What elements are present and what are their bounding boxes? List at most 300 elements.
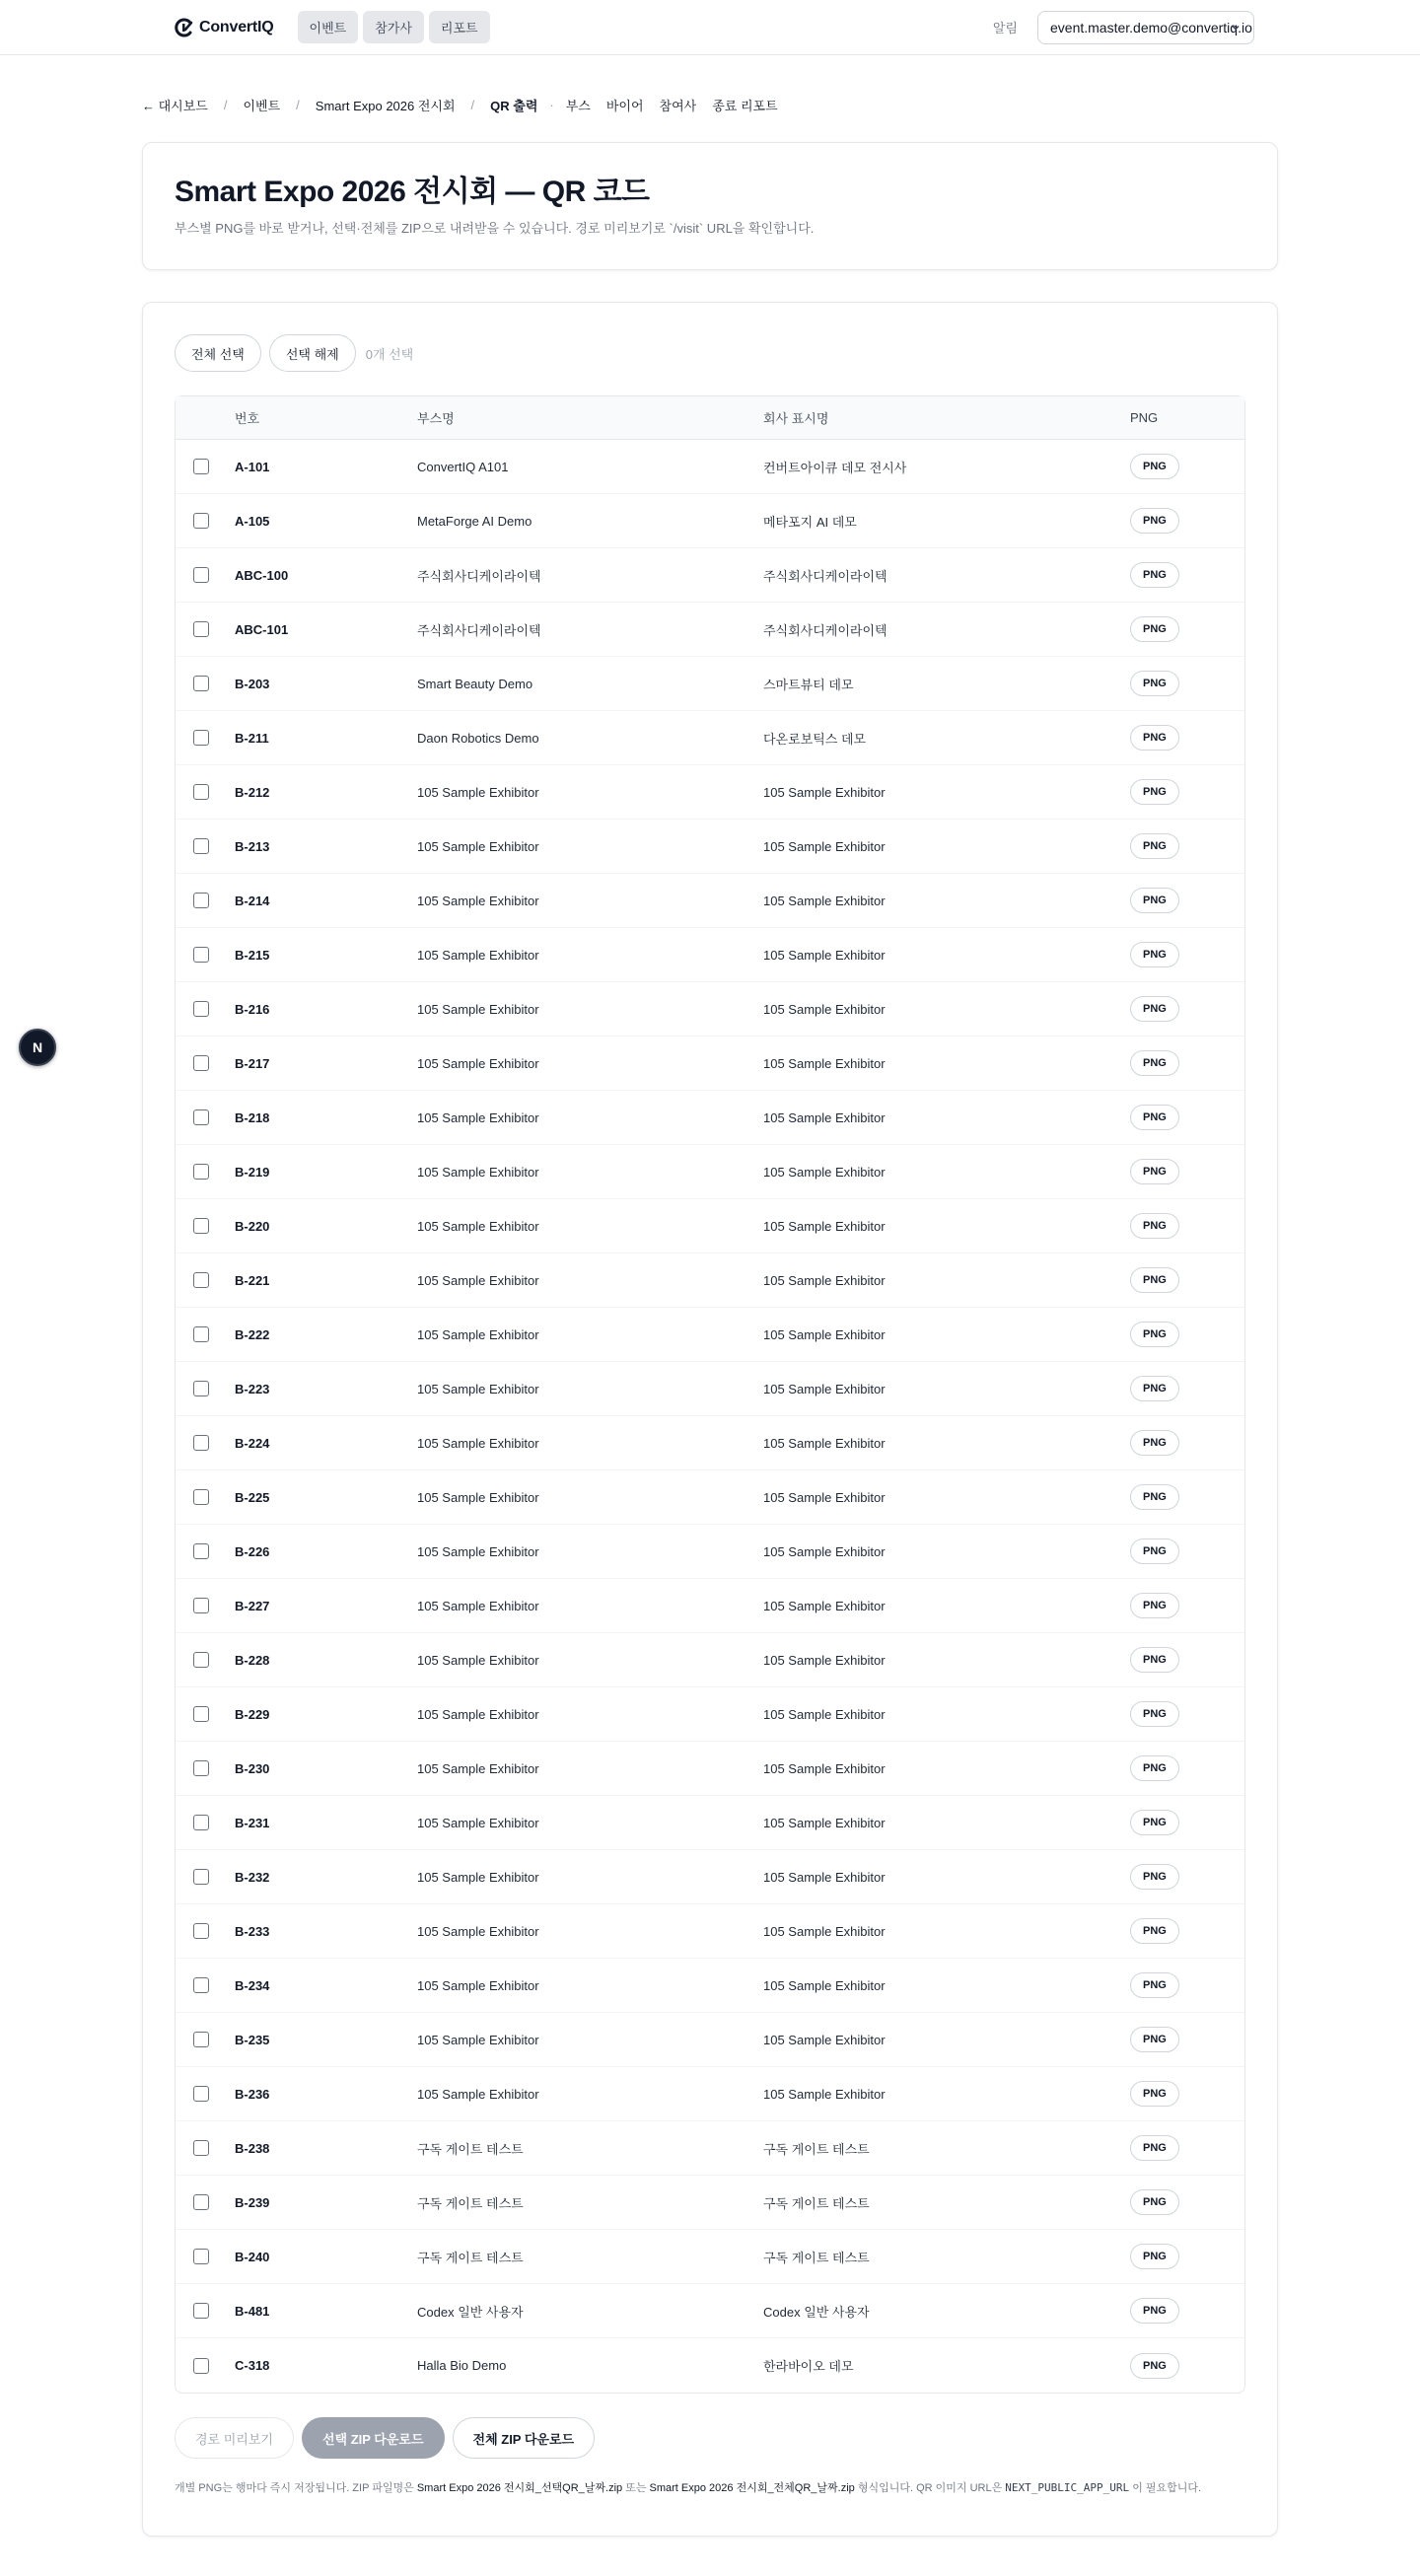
png-cell — [1130, 1959, 1244, 2013]
png-download-button[interactable]: PNG — [1130, 454, 1179, 479]
booth-number: B-216 — [235, 982, 417, 1037]
booth-name: 105 Sample Exhibitor — [417, 1253, 763, 1308]
chevron-down-icon — [1230, 22, 1242, 34]
row-checkbox[interactable] — [193, 2303, 209, 2319]
row-checkbox-cell — [176, 440, 235, 494]
row-checkbox[interactable] — [193, 1760, 209, 1776]
booth-number: B-229 — [235, 1687, 417, 1742]
row-checkbox[interactable] — [193, 513, 209, 529]
subnav-final-report[interactable]: 종료 리포트 — [712, 98, 778, 113]
booth-number: B-226 — [235, 1525, 417, 1579]
booth-name: 105 Sample Exhibitor — [417, 982, 763, 1037]
row-checkbox[interactable] — [193, 1652, 209, 1668]
company-name: 105 Sample Exhibitor — [763, 1959, 1130, 2013]
png-download-button[interactable]: PNG — [1130, 616, 1179, 642]
table-row — [176, 657, 1244, 711]
page-title: Smart Expo 2026 전시회 — QR 코드 — [175, 176, 650, 208]
table-row — [176, 1308, 1244, 1362]
row-checkbox-cell — [176, 1742, 235, 1796]
booth-name: ConvertIQ A101 — [417, 440, 763, 494]
booth-name: 105 Sample Exhibitor — [417, 1850, 763, 1904]
row-checkbox[interactable] — [193, 1326, 209, 1342]
row-checkbox-cell — [176, 874, 235, 928]
png-cell — [1130, 1470, 1244, 1525]
subnav-participants[interactable]: 참여사 — [659, 98, 697, 113]
footnote-text: 또는 — [622, 2482, 650, 2494]
png-download-button[interactable]: PNG — [1130, 562, 1179, 588]
png-cell — [1130, 1308, 1244, 1362]
booth-name: 구독 게이트 테스트 — [417, 2121, 763, 2176]
breadcrumb-back-dashboard[interactable]: ← 대시보드 — [142, 98, 208, 113]
booth-number: A-101 — [235, 440, 417, 494]
row-checkbox[interactable] — [193, 2358, 209, 2374]
png-cell — [1130, 1687, 1244, 1742]
booth-number: B-234 — [235, 1959, 417, 2013]
png-download-button[interactable]: PNG — [1130, 996, 1179, 1022]
table-row — [176, 1633, 1244, 1687]
booth-number: B-220 — [235, 1199, 417, 1253]
png-cell — [1130, 2176, 1244, 2230]
booth-name: Codex 일반 사용자 — [417, 2284, 763, 2338]
row-checkbox[interactable] — [193, 1055, 209, 1071]
header-number: 번호 — [235, 396, 417, 440]
company-name: 105 Sample Exhibitor — [763, 1525, 1130, 1579]
png-download-button[interactable]: PNG — [1130, 2189, 1179, 2215]
row-checkbox[interactable] — [193, 2194, 209, 2210]
row-checkbox[interactable] — [193, 1381, 209, 1396]
png-download-button[interactable]: PNG — [1130, 2135, 1179, 2161]
nextjs-dev-indicator-button[interactable]: N — [19, 1029, 56, 1066]
footnote-filename-selected: Smart Expo 2026 전시회_선택QR_날짜.zip — [416, 2482, 623, 2494]
png-download-button[interactable]: PNG — [1130, 1050, 1179, 1076]
booth-name: 주식회사디케이라이텍 — [417, 548, 763, 603]
company-name: 105 Sample Exhibitor — [763, 765, 1130, 820]
booth-number: B-238 — [235, 2121, 417, 2176]
company-name: 105 Sample Exhibitor — [763, 2067, 1130, 2121]
row-checkbox[interactable] — [193, 2140, 209, 2156]
png-download-button[interactable]: PNG — [1130, 1322, 1179, 1347]
table-row — [176, 548, 1244, 603]
png-download-button[interactable]: PNG — [1130, 1213, 1179, 1239]
table-row — [176, 2121, 1244, 2176]
company-name: 105 Sample Exhibitor — [763, 982, 1130, 1037]
booth-number: ABC-101 — [235, 603, 417, 657]
row-checkbox-cell — [176, 711, 235, 765]
company-name: 105 Sample Exhibitor — [763, 1308, 1130, 1362]
row-checkbox-cell — [176, 1199, 235, 1253]
png-cell — [1130, 657, 1244, 711]
png-download-button[interactable]: PNG — [1130, 2081, 1179, 2107]
breadcrumb-dot: · — [549, 97, 554, 112]
row-checkbox-cell — [176, 1850, 235, 1904]
booth-number: B-203 — [235, 657, 417, 711]
booth-name: 105 Sample Exhibitor — [417, 820, 763, 874]
company-name: 105 Sample Exhibitor — [763, 1904, 1130, 1959]
booth-name: 105 Sample Exhibitor — [417, 1091, 763, 1145]
zip-selected-button[interactable]: 선택 ZIP 다운로드 — [302, 2417, 445, 2459]
row-checkbox-cell — [176, 1470, 235, 1525]
header-checkbox-col — [176, 396, 235, 440]
booth-number: B-235 — [235, 2013, 417, 2067]
booth-number: B-239 — [235, 2176, 417, 2230]
table-row — [176, 711, 1244, 765]
row-checkbox-cell — [176, 1308, 235, 1362]
table-row — [176, 1959, 1244, 2013]
booth-number: B-236 — [235, 2067, 417, 2121]
booth-number: A-105 — [235, 494, 417, 548]
booth-number: B-240 — [235, 2230, 417, 2284]
booth-number: B-230 — [235, 1742, 417, 1796]
booth-name: Smart Beauty Demo — [417, 657, 763, 711]
table-row — [176, 2284, 1244, 2338]
header-booth-name: 부스명 — [417, 396, 763, 440]
png-download-button[interactable]: PNG — [1130, 508, 1179, 534]
row-checkbox[interactable] — [193, 947, 209, 963]
booth-name: 105 Sample Exhibitor — [417, 1633, 763, 1687]
booth-name: 105 Sample Exhibitor — [417, 1904, 763, 1959]
nav-item-exhibitors[interactable]: 참가사 — [363, 11, 424, 43]
png-cell — [1130, 1199, 1244, 1253]
png-download-button[interactable]: PNG — [1130, 1647, 1179, 1673]
png-download-button[interactable]: PNG — [1130, 2027, 1179, 2052]
booth-name: 105 Sample Exhibitor — [417, 2067, 763, 2121]
row-checkbox-cell — [176, 2176, 235, 2230]
account-dropdown[interactable] — [1037, 11, 1254, 44]
alerts-link[interactable]: 알림 — [992, 21, 1018, 36]
row-checkbox[interactable] — [193, 1815, 209, 1830]
png-cell — [1130, 1037, 1244, 1091]
table-row — [176, 1742, 1244, 1796]
row-checkbox-cell — [176, 982, 235, 1037]
png-download-button[interactable]: PNG — [1130, 1864, 1179, 1890]
row-checkbox-cell — [176, 1362, 235, 1416]
booth-number: ABC-100 — [235, 548, 417, 603]
company-name: 주식회사디케이라이텍 — [763, 603, 1130, 657]
table-row — [176, 2338, 1244, 2393]
booth-number: B-211 — [235, 711, 417, 765]
png-cell — [1130, 1416, 1244, 1470]
png-cell — [1130, 765, 1244, 820]
booth-number: B-227 — [235, 1579, 417, 1633]
booth-name: Daon Robotics Demo — [417, 711, 763, 765]
booth-name: 105 Sample Exhibitor — [417, 1579, 763, 1633]
booth-number: B-217 — [235, 1037, 417, 1091]
png-download-button[interactable]: PNG — [1130, 2244, 1179, 2269]
company-name: 105 Sample Exhibitor — [763, 1145, 1130, 1199]
table-row — [176, 1850, 1244, 1904]
subnav-buyers[interactable]: 바이어 — [605, 98, 644, 113]
table-row — [176, 494, 1244, 548]
footnote-text: 형식입니다. QR 이미지 URL은 — [854, 2482, 1006, 2494]
row-checkbox-cell — [176, 2121, 235, 2176]
png-download-button[interactable]: PNG — [1130, 1972, 1179, 1998]
booth-name: 105 Sample Exhibitor — [417, 1525, 763, 1579]
page-bottom-spacer — [0, 2537, 1420, 2576]
company-name: 105 Sample Exhibitor — [763, 1687, 1130, 1742]
top-nav — [0, 0, 1420, 55]
company-name: 105 Sample Exhibitor — [763, 1579, 1130, 1633]
row-checkbox[interactable] — [193, 1164, 209, 1180]
png-cell — [1130, 440, 1244, 494]
booth-name: 105 Sample Exhibitor — [417, 1796, 763, 1850]
png-cell — [1130, 1145, 1244, 1199]
company-name: 105 Sample Exhibitor — [763, 1470, 1130, 1525]
png-cell — [1130, 2067, 1244, 2121]
breadcrumb-separator: / — [223, 97, 228, 112]
row-checkbox[interactable] — [193, 2249, 209, 2264]
row-checkbox-cell — [176, 928, 235, 982]
png-cell — [1130, 1253, 1244, 1308]
row-checkbox[interactable] — [193, 1923, 209, 1939]
row-checkbox-cell — [176, 1687, 235, 1742]
logo[interactable] — [174, 17, 274, 38]
png-cell — [1130, 2284, 1244, 2338]
png-cell — [1130, 1850, 1244, 1904]
row-checkbox-cell — [176, 1253, 235, 1308]
booth-name: 105 Sample Exhibitor — [417, 1308, 763, 1362]
png-download-button[interactable]: PNG — [1130, 1376, 1179, 1401]
png-download-button[interactable]: PNG — [1130, 1918, 1179, 1944]
booth-name: 105 Sample Exhibitor — [417, 928, 763, 982]
table-row — [176, 2013, 1244, 2067]
row-checkbox-cell — [176, 2230, 235, 2284]
booth-name: 105 Sample Exhibitor — [417, 1470, 763, 1525]
footnote-text: 이 필요합니다. — [1129, 2482, 1202, 2494]
row-checkbox[interactable] — [193, 2086, 209, 2102]
table-row — [176, 982, 1244, 1037]
footnote-filename-all: Smart Expo 2026 전시회_전체QR_날짜.zip — [649, 2482, 855, 2494]
png-download-button[interactable]: PNG — [1130, 1810, 1179, 1835]
header-company-name: 회사 표시명 — [763, 396, 1130, 440]
nav-item-events[interactable]: 이벤트 — [298, 11, 359, 43]
png-cell — [1130, 548, 1244, 603]
table-row — [176, 2230, 1244, 2284]
row-checkbox-cell — [176, 548, 235, 603]
booth-name: 105 Sample Exhibitor — [417, 874, 763, 928]
png-cell — [1130, 603, 1244, 657]
company-name: 105 Sample Exhibitor — [763, 1850, 1130, 1904]
row-checkbox[interactable] — [193, 459, 209, 474]
company-name: 105 Sample Exhibitor — [763, 928, 1130, 982]
company-name: 105 Sample Exhibitor — [763, 1633, 1130, 1687]
company-name: 구독 게이트 테스트 — [763, 2230, 1130, 2284]
row-checkbox[interactable] — [193, 621, 209, 637]
png-cell — [1130, 982, 1244, 1037]
download-actions — [175, 2417, 1245, 2459]
png-download-button[interactable]: PNG — [1130, 779, 1179, 805]
row-checkbox[interactable] — [193, 1109, 209, 1125]
table-row — [176, 765, 1244, 820]
table-row — [176, 874, 1244, 928]
company-name: 스마트뷰티 데모 — [763, 657, 1130, 711]
row-checkbox[interactable] — [193, 567, 209, 583]
company-name: 구독 게이트 테스트 — [763, 2176, 1130, 2230]
table-row — [176, 1525, 1244, 1579]
company-name: 105 Sample Exhibitor — [763, 1253, 1130, 1308]
table-row — [176, 2067, 1244, 2121]
png-cell — [1130, 2230, 1244, 2284]
png-cell — [1130, 2338, 1244, 2393]
row-checkbox-cell — [176, 1904, 235, 1959]
row-checkbox[interactable] — [193, 1272, 209, 1288]
png-cell — [1130, 1525, 1244, 1579]
page-header-card — [142, 142, 1278, 270]
booth-name: 105 Sample Exhibitor — [417, 1742, 763, 1796]
png-cell — [1130, 1904, 1244, 1959]
nav-item-reports[interactable]: 리포트 — [429, 11, 490, 43]
table-header-row — [176, 396, 1244, 440]
breadcrumb-separator: / — [470, 97, 475, 112]
row-checkbox[interactable] — [193, 1001, 209, 1017]
png-download-button[interactable]: PNG — [1130, 1267, 1179, 1293]
row-checkbox[interactable] — [193, 1543, 209, 1559]
booth-number: B-232 — [235, 1850, 417, 1904]
row-checkbox-cell — [176, 1633, 235, 1687]
row-checkbox[interactable] — [193, 1706, 209, 1722]
png-download-button[interactable]: PNG — [1130, 1105, 1179, 1130]
table-row — [176, 1362, 1244, 1416]
png-cell — [1130, 928, 1244, 982]
breadcrumb-current: QR 출력 — [490, 98, 538, 113]
row-checkbox[interactable] — [193, 1977, 209, 1993]
png-cell — [1130, 711, 1244, 765]
png-cell — [1130, 2013, 1244, 2067]
png-cell — [1130, 1579, 1244, 1633]
select-all-button[interactable]: 전체 선택 — [175, 334, 261, 372]
booth-number: B-233 — [235, 1904, 417, 1959]
selection-bar — [175, 334, 1245, 372]
account-email: event.master.demo@convertiq.io — [1050, 19, 1252, 36]
row-checkbox-cell — [176, 1416, 235, 1470]
table-row — [176, 1091, 1244, 1145]
table-row — [176, 1199, 1244, 1253]
row-checkbox-cell — [176, 2284, 235, 2338]
breadcrumb-event[interactable]: Smart Expo 2026 전시회 — [315, 98, 456, 113]
row-checkbox-cell — [176, 1145, 235, 1199]
booth-name: 105 Sample Exhibitor — [417, 1199, 763, 1253]
company-name: 구독 게이트 테스트 — [763, 2121, 1130, 2176]
path-preview-button[interactable]: 경로 미리보기 — [175, 2417, 294, 2459]
row-checkbox-cell — [176, 1525, 235, 1579]
png-cell — [1130, 874, 1244, 928]
booth-number: B-224 — [235, 1416, 417, 1470]
booth-name: 105 Sample Exhibitor — [417, 1416, 763, 1470]
subnav-booths[interactable]: 부스 — [565, 98, 591, 113]
row-checkbox-cell — [176, 1037, 235, 1091]
booth-name: 105 Sample Exhibitor — [417, 1362, 763, 1416]
row-checkbox-cell — [176, 2338, 235, 2393]
table-row — [176, 1145, 1244, 1199]
row-checkbox[interactable] — [193, 1489, 209, 1505]
table-row — [176, 1253, 1244, 1308]
booth-name: 105 Sample Exhibitor — [417, 2013, 763, 2067]
png-cell — [1130, 1796, 1244, 1850]
row-checkbox[interactable] — [193, 1869, 209, 1885]
selection-count: 0개 선택 — [365, 346, 414, 362]
table-row — [176, 2176, 1244, 2230]
row-checkbox[interactable] — [193, 893, 209, 908]
png-download-button[interactable]: PNG — [1130, 1593, 1179, 1618]
row-checkbox[interactable] — [193, 784, 209, 800]
booth-name: 105 Sample Exhibitor — [417, 765, 763, 820]
company-name: 컨버트아이큐 데모 전시사 — [763, 440, 1130, 494]
booth-number: B-481 — [235, 2284, 417, 2338]
png-download-button[interactable]: PNG — [1130, 1755, 1179, 1781]
png-download-button[interactable]: PNG — [1130, 833, 1179, 859]
row-checkbox[interactable] — [193, 1218, 209, 1234]
table-row — [176, 440, 1244, 494]
png-download-button[interactable]: PNG — [1130, 725, 1179, 751]
png-download-button[interactable]: PNG — [1130, 1484, 1179, 1510]
row-checkbox-cell — [176, 1796, 235, 1850]
booth-number: B-213 — [235, 820, 417, 874]
row-checkbox[interactable] — [193, 838, 209, 854]
table-row — [176, 1037, 1244, 1091]
png-download-button[interactable]: PNG — [1130, 942, 1179, 967]
booth-name: 105 Sample Exhibitor — [417, 1959, 763, 2013]
booth-number: B-231 — [235, 1796, 417, 1850]
convertiq-logo-icon — [174, 17, 195, 38]
png-cell — [1130, 820, 1244, 874]
png-cell — [1130, 494, 1244, 548]
header-png: PNG — [1130, 396, 1244, 440]
footnote-text: 개별 PNG는 행마다 즉시 저장됩니다. ZIP 파일명은 — [175, 2482, 417, 2494]
png-download-button[interactable]: PNG — [1130, 2353, 1179, 2379]
png-cell — [1130, 1091, 1244, 1145]
png-download-button[interactable]: PNG — [1130, 888, 1179, 913]
company-name: 다온로보틱스 데모 — [763, 711, 1130, 765]
booth-name: 105 Sample Exhibitor — [417, 1687, 763, 1742]
booth-number: B-221 — [235, 1253, 417, 1308]
row-checkbox[interactable] — [193, 730, 209, 746]
booth-number: B-214 — [235, 874, 417, 928]
row-checkbox-cell — [176, 494, 235, 548]
breadcrumb-events[interactable]: 이벤트 — [243, 98, 281, 113]
row-checkbox-cell — [176, 2067, 235, 2121]
png-cell — [1130, 1742, 1244, 1796]
nav-right — [993, 11, 1254, 44]
booth-name: 주식회사디케이라이텍 — [417, 603, 763, 657]
row-checkbox[interactable] — [193, 1435, 209, 1451]
booth-number: C-318 — [235, 2358, 270, 2373]
table-row — [176, 1687, 1244, 1742]
table-row — [176, 1904, 1244, 1959]
png-cell — [1130, 1362, 1244, 1416]
company-name: 105 Sample Exhibitor — [763, 1199, 1130, 1253]
png-cell — [1130, 2121, 1244, 2176]
booth-number: B-225 — [235, 1470, 417, 1525]
footnote — [175, 2480, 1245, 2496]
png-download-button[interactable]: PNG — [1130, 671, 1179, 696]
png-download-button[interactable]: PNG — [1130, 1701, 1179, 1727]
zip-all-button[interactable]: 전체 ZIP 다운로드 — [453, 2417, 596, 2459]
clear-selection-button[interactable]: 선택 해제 — [269, 334, 356, 372]
png-download-button[interactable]: PNG — [1130, 1159, 1179, 1184]
row-checkbox[interactable] — [193, 676, 209, 691]
qr-table — [175, 395, 1245, 2394]
png-download-button[interactable]: PNG — [1130, 1538, 1179, 1564]
booth-number: B-222 — [235, 1308, 417, 1362]
png-download-button[interactable]: PNG — [1130, 1430, 1179, 1456]
booth-number: B-215 — [235, 928, 417, 982]
row-checkbox[interactable] — [193, 2032, 209, 2047]
booth-number: B-218 — [235, 1091, 417, 1145]
row-checkbox-cell — [176, 1959, 235, 2013]
row-checkbox[interactable] — [193, 1598, 209, 1613]
page-description: 부스별 PNG를 바로 받거나, 선택·전체를 ZIP으로 내려받을 수 있습니다. 경로 미리보기로 `/visit` URL을 확인합니다. — [175, 221, 815, 236]
company-name: 105 Sample Exhibitor — [763, 1362, 1130, 1416]
png-download-button[interactable]: PNG — [1130, 2298, 1179, 2324]
